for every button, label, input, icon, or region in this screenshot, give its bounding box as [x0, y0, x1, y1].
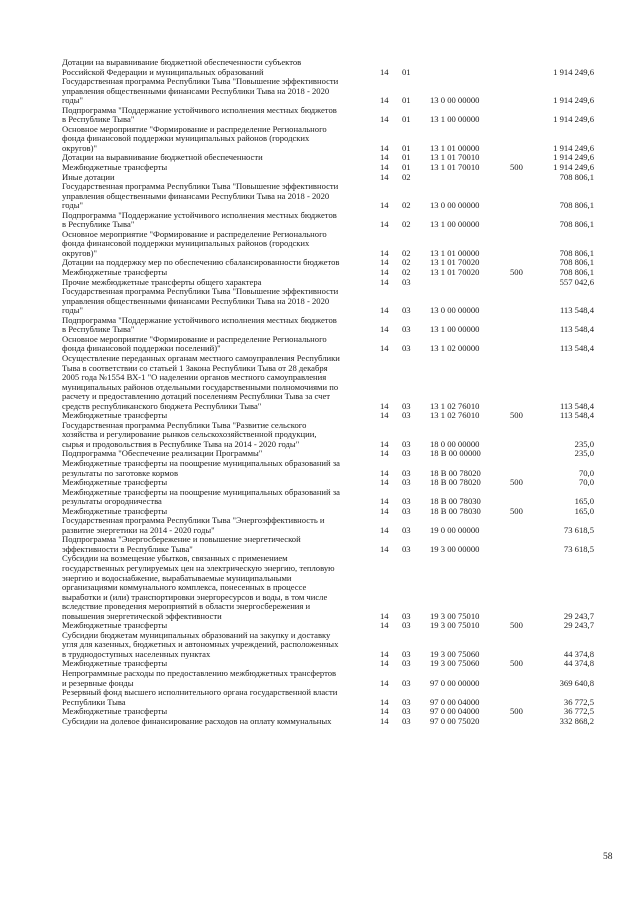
- table-row: [0, 335, 640, 354]
- amount: 1 914 249,6: [553, 152, 594, 163]
- row-name-line: и резервные фонды: [62, 677, 134, 688]
- subsection-code: 03: [402, 524, 411, 535]
- subsection-code: 01: [402, 95, 411, 106]
- target-article-code: 18 В 00 78020: [430, 477, 481, 488]
- target-article-code: 18 В 00 00000: [430, 448, 481, 459]
- row-name-line: Субсидии бюджетам муниципальных образований на закупку и доставку: [62, 629, 331, 640]
- section-code: 14: [380, 171, 389, 182]
- row-name-line: организациями коммунального комплекса, понесенных в процессе: [62, 582, 307, 593]
- row-name-line: Подпрограмма "Обеспечение реализации Программы": [62, 448, 263, 459]
- section-code: 14: [380, 496, 389, 507]
- amount: 165,0: [574, 505, 594, 516]
- amount: 113 548,4: [559, 400, 594, 411]
- row-name-line: 2005 года №1554 ВХ-1 "О наделении органов местного самоуправления: [62, 372, 327, 383]
- table-row: [0, 535, 640, 554]
- section-code: 14: [380, 477, 389, 488]
- row-name-line: фонда финансовой поддержки муниципальных районов (городских: [62, 238, 310, 249]
- subsection-code: 03: [402, 410, 411, 421]
- target-article-code: 13 1 02 76010: [430, 400, 480, 411]
- row-name-line: округов)": [62, 142, 97, 153]
- page-number: 58: [603, 852, 613, 862]
- target-article-code: 18 В 00 78020: [430, 467, 481, 478]
- row-name-line: сырья и продовольствия в Республике Тыва на 2014 - 2020 годы": [62, 438, 300, 449]
- row-name-line: хозяйства и регулирование рынков сельскохозяйственной продукции,: [62, 429, 317, 440]
- amount: 29 243,7: [563, 620, 594, 631]
- subsection-code: 03: [402, 438, 411, 449]
- section-code: 14: [380, 706, 389, 717]
- row-name-line: в труднодоступных населенных пунктах: [62, 648, 211, 659]
- section-code: 14: [380, 66, 389, 77]
- table-row: [0, 459, 640, 478]
- row-name-line: Основное мероприятие "Формирование и распределение Регионального: [62, 228, 327, 239]
- section-code: 14: [380, 324, 389, 335]
- subsection-code: 03: [402, 324, 411, 335]
- subsection-code: 01: [402, 142, 411, 153]
- target-article-code: 13 0 00 00000: [430, 95, 480, 106]
- row-name: [62, 287, 370, 316]
- subsection-code: 03: [402, 610, 411, 621]
- target-article-code: 19 3 00 00000: [430, 543, 480, 554]
- amount: 1 914 249,6: [553, 95, 594, 106]
- section-code: 14: [380, 305, 389, 316]
- table-row: [0, 211, 640, 230]
- subsection-code: 03: [402, 706, 411, 717]
- section-code: 14: [380, 620, 389, 631]
- row-name-line: выработки и (или) транспортировки энергоресурсов и воды, в том числе: [62, 591, 328, 602]
- target-article-code: 18 0 00 00000: [430, 438, 480, 449]
- row-name: [62, 631, 370, 660]
- table-row: [0, 230, 640, 259]
- amount: 113 548,4: [559, 410, 594, 421]
- row-name-line: Субсидии на долевое финансирование расходов на оплату коммунальных: [62, 715, 332, 726]
- subsection-code: 03: [402, 400, 411, 411]
- row-name: [62, 688, 370, 707]
- row-name-line: Межбюджетные трансферты: [62, 505, 168, 516]
- row-name-line: Государственная программа Республики Тыва "Повышение эффективности: [62, 76, 339, 87]
- row-name-line: Государственная программа Республики Тыва "Развитие сельского: [62, 419, 307, 430]
- row-name-line: годы": [62, 200, 84, 211]
- subsection-code: 01: [402, 66, 411, 77]
- target-article-code: 13 1 01 00000: [430, 142, 480, 153]
- row-name-line: Подпрограмма "Энергосбережение и повышение энергетической: [62, 534, 301, 545]
- target-article-code: 19 3 00 75010: [430, 620, 480, 631]
- row-name-line: Подпрограмма "Поддержание устойчивого исполнения местных бюджетов: [62, 104, 337, 115]
- table-row: [0, 488, 640, 507]
- section-code: 14: [380, 95, 389, 106]
- amount: 332 868,2: [559, 715, 594, 726]
- amount: 708 806,1: [559, 257, 594, 268]
- row-name-line: Непрограммные расходы по предоставлению межбюджетных трансфертов: [62, 668, 337, 679]
- amount: 708 806,1: [559, 267, 594, 278]
- row-name-line: фонда финансовой поддержки поселений)": [62, 343, 221, 354]
- row-name-line: Дотации на поддержку мер по обеспечению сбалансированности бюджетов: [62, 257, 340, 268]
- target-article-code: 13 1 01 70020: [430, 257, 480, 268]
- subsection-code: 01: [402, 152, 411, 163]
- table-row: [0, 421, 640, 450]
- table-row: [0, 316, 640, 335]
- row-name-line: Межбюджетные трансферты: [62, 162, 168, 173]
- section-code: 14: [380, 152, 389, 163]
- amount: 1 914 249,6: [553, 142, 594, 153]
- table-row: [0, 516, 640, 535]
- row-name-line: Тыва в соответствии со статьей 1 Закона Республики Тыва от 28 декабря: [62, 362, 328, 373]
- row-name-line: Субсидии на возмещение убытков, связанных с применением: [62, 553, 288, 564]
- section-code: 14: [380, 677, 389, 688]
- section-code: 14: [380, 696, 389, 707]
- target-article-code: 13 1 01 70020: [430, 267, 480, 278]
- table-row: [0, 631, 640, 660]
- section-code: 14: [380, 658, 389, 669]
- subsection-code: 03: [402, 648, 411, 659]
- section-code: 14: [380, 524, 389, 535]
- row-name-line: управления общественными финансами Республики Тыва на 2018 - 2020: [62, 190, 330, 201]
- expense-type-code: 500: [510, 267, 523, 278]
- row-name-line: Межбюджетные трансферты на поощрение муниципальных образований за: [62, 457, 340, 468]
- amount: 1 914 249,6: [553, 114, 594, 125]
- target-article-code: 19 3 00 75060: [430, 648, 480, 659]
- section-code: 14: [380, 257, 389, 268]
- section-code: 14: [380, 648, 389, 659]
- subsection-code: 03: [402, 343, 411, 354]
- expense-type-code: 500: [510, 620, 523, 631]
- subsection-code: 03: [402, 677, 411, 688]
- target-article-code: 97 0 00 04000: [430, 696, 480, 707]
- row-name-line: вследствие проведения мероприятий в области энергосбережения и: [62, 601, 311, 612]
- row-name-line: средств республиканского бюджета Республики Тыва": [62, 400, 262, 411]
- expense-type-code: 500: [510, 505, 523, 516]
- row-name: [62, 535, 370, 554]
- target-article-code: 13 1 02 76010: [430, 410, 480, 421]
- row-name: [62, 106, 370, 125]
- row-name: [62, 316, 370, 335]
- target-article-code: 13 1 00 00000: [430, 219, 480, 230]
- subsection-code: 02: [402, 171, 411, 182]
- target-article-code: 13 0 00 00000: [430, 200, 480, 211]
- amount: 165,0: [574, 496, 594, 507]
- row-name-line: Дотации на выравнивание бюджетной обеспеченности субъектов: [62, 57, 302, 67]
- row-name-line: Прочие межбюджетные трансферты общего характера: [62, 276, 262, 287]
- row-name-line: результаты огородничества: [62, 496, 162, 507]
- target-article-code: 19 0 00 00000: [430, 524, 480, 535]
- amount: 70,0: [578, 467, 594, 478]
- row-name-line: результаты по заготовке кормов: [62, 467, 179, 478]
- row-name-line: Государственная программа Республики Тыва "Повышение эффективности: [62, 286, 339, 297]
- budget-table: [0, 58, 640, 726]
- row-name: [62, 77, 370, 106]
- row-name-line: Российской Федерации и муниципальных образований: [62, 66, 264, 77]
- expense-type-code: 500: [510, 658, 523, 669]
- row-name: [62, 125, 370, 154]
- target-article-code: 97 0 00 75020: [430, 715, 480, 726]
- subsection-code: 02: [402, 267, 411, 278]
- row-name: [62, 335, 370, 354]
- section-code: 14: [380, 467, 389, 478]
- row-name-line: Межбюджетные трансферты на поощрение муниципальных образований за: [62, 486, 340, 497]
- expense-type-code: 500: [510, 162, 523, 173]
- row-name-line: управления общественными финансами Республики Тыва на 2018 - 2020: [62, 295, 330, 306]
- subsection-code: 03: [402, 696, 411, 707]
- table-row: [0, 125, 640, 154]
- section-code: 14: [380, 247, 389, 258]
- row-name-line: Дотации на выравнивание бюджетной обеспеченности: [62, 152, 263, 163]
- row-name-line: государственных регулируемых цен на электрическую энергию, тепловую: [62, 563, 335, 573]
- section-code: 14: [380, 410, 389, 421]
- row-name-line: повышения энергетической эффективности: [62, 610, 222, 621]
- subsection-code: 02: [402, 200, 411, 211]
- row-name-line: Иные дотации: [62, 171, 115, 182]
- amount: 113 548,4: [559, 324, 594, 335]
- section-code: 14: [380, 200, 389, 211]
- row-name-line: фонда финансовой поддержки муниципальных районов (городских: [62, 133, 310, 144]
- row-name: [62, 554, 370, 621]
- row-name-line: годы": [62, 305, 84, 316]
- expense-type-code: 500: [510, 410, 523, 421]
- row-name-line: Резервный фонд высшего исполнительного органа государственной власти: [62, 687, 338, 698]
- table-row: [0, 554, 640, 621]
- row-name-line: годы": [62, 95, 84, 106]
- row-name-line: энергию и водоснабжение, вырабатываемые муниципальными: [62, 572, 292, 583]
- row-name-line: эффективности в Республике Тыва": [62, 543, 193, 554]
- target-article-code: 13 1 02 00000: [430, 343, 480, 354]
- subsection-code: 03: [402, 467, 411, 478]
- row-name-line: развитие энергетики на 2014 - 2020 годы": [62, 524, 215, 535]
- row-name: [62, 669, 370, 688]
- target-article-code: 19 3 00 75060: [430, 658, 480, 669]
- row-name-line: управления общественными финансами Республики Тыва на 2018 - 2020: [62, 85, 330, 96]
- amount: 1 914 249,6: [553, 162, 594, 173]
- subsection-code: 03: [402, 505, 411, 516]
- amount: 708 806,1: [559, 200, 594, 211]
- row-name-line: Межбюджетные трансферты: [62, 477, 168, 488]
- row-name-line: Государственная программа Республики Тыва "Повышение эффективности: [62, 181, 339, 192]
- row-name: [62, 182, 370, 211]
- target-article-code: 18 В 00 78030: [430, 505, 481, 516]
- subsection-code: 03: [402, 276, 411, 287]
- expense-type-code: 500: [510, 706, 523, 717]
- row-name-line: Подпрограмма "Поддержание устойчивого исполнения местных бюджетов: [62, 209, 337, 220]
- row-name: [62, 58, 370, 77]
- amount: 557 042,6: [559, 276, 594, 287]
- table-row: [0, 77, 640, 106]
- row-name-line: в Республике Тыва": [62, 324, 135, 335]
- row-name: [62, 488, 370, 507]
- amount: 36 772,5: [563, 696, 594, 707]
- row-name-line: Межбюджетные трансферты: [62, 706, 168, 717]
- table-row: [0, 669, 640, 688]
- table-row: [0, 717, 640, 727]
- row-name-line: расчету и предоставлению дотаций поселениям Республики Тыва за счет: [62, 391, 331, 402]
- table-row: [0, 287, 640, 316]
- amount: 44 374,8: [563, 648, 594, 659]
- target-article-code: 13 1 00 00000: [430, 324, 480, 335]
- row-name-line: Основное мероприятие "Формирование и распределение Регионального: [62, 333, 327, 344]
- amount: 29 243,7: [563, 610, 594, 621]
- expense-type-code: 500: [510, 477, 523, 488]
- amount: 113 548,4: [559, 343, 594, 354]
- section-code: 14: [380, 505, 389, 516]
- subsection-code: 02: [402, 257, 411, 268]
- subsection-code: 02: [402, 247, 411, 258]
- target-article-code: 13 1 01 70010: [430, 162, 480, 173]
- table-row: [0, 354, 640, 411]
- amount: 235,0: [574, 438, 594, 449]
- amount: 44 374,8: [563, 658, 594, 669]
- amount: 1 914 249,6: [553, 66, 594, 77]
- row-name: [62, 230, 370, 259]
- row-name-line: в Республике Тыва": [62, 114, 135, 125]
- target-article-code: 13 1 01 00000: [430, 247, 480, 258]
- subsection-code: 03: [402, 620, 411, 631]
- subsection-code: 03: [402, 715, 411, 726]
- subsection-code: 03: [402, 448, 411, 459]
- row-name-line: муниципальных районов отдельными государственными полномочиями по: [62, 381, 339, 392]
- subsection-code: 02: [402, 219, 411, 230]
- section-code: 14: [380, 343, 389, 354]
- section-code: 14: [380, 267, 389, 278]
- amount: 235,0: [574, 448, 594, 459]
- section-code: 14: [380, 448, 389, 459]
- subsection-code: 01: [402, 114, 411, 125]
- subsection-code: 03: [402, 543, 411, 554]
- amount: 113 548,4: [559, 305, 594, 316]
- amount: 70,0: [578, 477, 594, 488]
- row-name-line: Подпрограмма "Поддержание устойчивого исполнения местных бюджетов: [62, 314, 337, 325]
- row-name-line: Основное мероприятие "Формирование и распределение Регионального: [62, 123, 327, 134]
- row-name: [62, 211, 370, 230]
- section-code: 14: [380, 715, 389, 726]
- subsection-code: 03: [402, 305, 411, 316]
- table-row: [0, 182, 640, 211]
- subsection-code: 03: [402, 496, 411, 507]
- row-name-line: Межбюджетные трансферты: [62, 658, 168, 669]
- section-code: 14: [380, 543, 389, 554]
- target-article-code: 97 0 00 04000: [430, 706, 480, 717]
- amount: 73 618,5: [563, 543, 594, 554]
- row-name-line: Межбюджетные трансферты: [62, 620, 168, 631]
- section-code: 14: [380, 610, 389, 621]
- target-article-code: 19 3 00 75010: [430, 610, 480, 621]
- section-code: 14: [380, 219, 389, 230]
- section-code: 14: [380, 162, 389, 173]
- section-code: 14: [380, 142, 389, 153]
- table-row: [0, 58, 640, 77]
- amount: 708 806,1: [559, 219, 594, 230]
- section-code: 14: [380, 114, 389, 125]
- row-name: [62, 717, 370, 727]
- row-name: [62, 421, 370, 450]
- target-article-code: 13 1 01 70010: [430, 152, 480, 163]
- amount: 708 806,1: [559, 247, 594, 258]
- row-name-line: Осуществление переданных органам местного самоуправления Республики: [62, 352, 340, 363]
- subsection-code: 03: [402, 477, 411, 488]
- amount: 708 806,1: [559, 171, 594, 182]
- row-name: [62, 354, 370, 411]
- target-article-code: 13 1 00 00000: [430, 114, 480, 125]
- section-code: 14: [380, 276, 389, 287]
- row-name-line: в Республике Тыва": [62, 219, 135, 230]
- row-name: [62, 459, 370, 478]
- section-code: 14: [380, 438, 389, 449]
- row-name-line: округов)": [62, 247, 97, 258]
- target-article-code: 13 0 00 00000: [430, 305, 480, 316]
- subsection-code: 03: [402, 658, 411, 669]
- row-name: [62, 516, 370, 535]
- amount: 73 618,5: [563, 524, 594, 535]
- row-name-line: Межбюджетные трансферты: [62, 267, 168, 278]
- amount: 36 772,5: [563, 706, 594, 717]
- table-row: [0, 106, 640, 125]
- row-name-line: угля для казенных, бюджетных и автономных учреждений, расположенных: [62, 639, 339, 650]
- subsection-code: 01: [402, 162, 411, 173]
- row-name-line: Межбюджетные трансферты: [62, 410, 168, 421]
- target-article-code: 18 В 00 78030: [430, 496, 481, 507]
- section-code: 14: [380, 400, 389, 411]
- row-name-line: Государственная программа Республики Тыва "Энергоэффективность и: [62, 515, 325, 526]
- target-article-code: 97 0 00 00000: [430, 677, 480, 688]
- table-row: [0, 688, 640, 707]
- amount: 369 640,8: [559, 677, 594, 688]
- row-name-line: Республики Тыва: [62, 696, 126, 707]
